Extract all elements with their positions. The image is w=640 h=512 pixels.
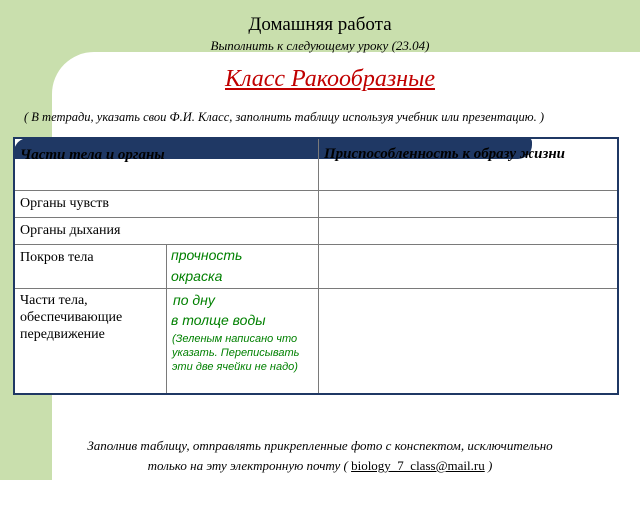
footer-line-2 [0, 456, 640, 476]
class-heading: Класс Ракообразные [225, 66, 435, 92]
row-label-locomotion-text: Части тела, обеспечивающие передвижение [20, 293, 123, 342]
row-divider-4 [15, 288, 617, 289]
page-title: Домашняя работа [248, 14, 392, 35]
row-label-respiration: Органы дыхания [20, 223, 121, 238]
footer-line-1: Заполнив таблицу, отправлять прикрепленные фото с конспектом, исключительно [87, 438, 553, 453]
column-header-parts: Части тела и органы [20, 147, 165, 163]
row-label-senses: Органы чувств [20, 196, 109, 211]
row-divider-3 [15, 244, 617, 245]
page-subtitle: Выполнить к следующему уроку (23.04) [210, 38, 430, 53]
column-divider-main [318, 139, 319, 393]
footer-line-2-prefix: только на эту электронную почту ( [147, 458, 348, 473]
row-divider-1 [15, 190, 617, 191]
hint-strength: прочность [171, 247, 243, 263]
row-divider-2 [15, 217, 617, 218]
column-divider-hints [166, 245, 167, 393]
column-header-adaptation: Приспособленность к образу жизни [324, 146, 565, 162]
footer-text [0, 436, 640, 476]
row-label-locomotion [20, 292, 162, 343]
hint-note: (Зеленым написано что указать. Переписывать эти две ячейки не надо) [172, 333, 300, 373]
instruction-text: ( В тетради, указать свои Ф.И. Класс, заполнить таблицу используя учебник или презентацию. ) [24, 110, 544, 124]
hint-color: окраска [171, 268, 223, 284]
hint-water-column: в толще воды [171, 312, 266, 328]
footer-line-2-suffix: ) [487, 458, 493, 473]
hint-bottom: по дну [173, 292, 215, 308]
email-link[interactable]: biology_7_class@mail.ru [351, 458, 485, 473]
row-label-cover: Покров тела [20, 250, 94, 265]
homework-table [13, 137, 619, 395]
